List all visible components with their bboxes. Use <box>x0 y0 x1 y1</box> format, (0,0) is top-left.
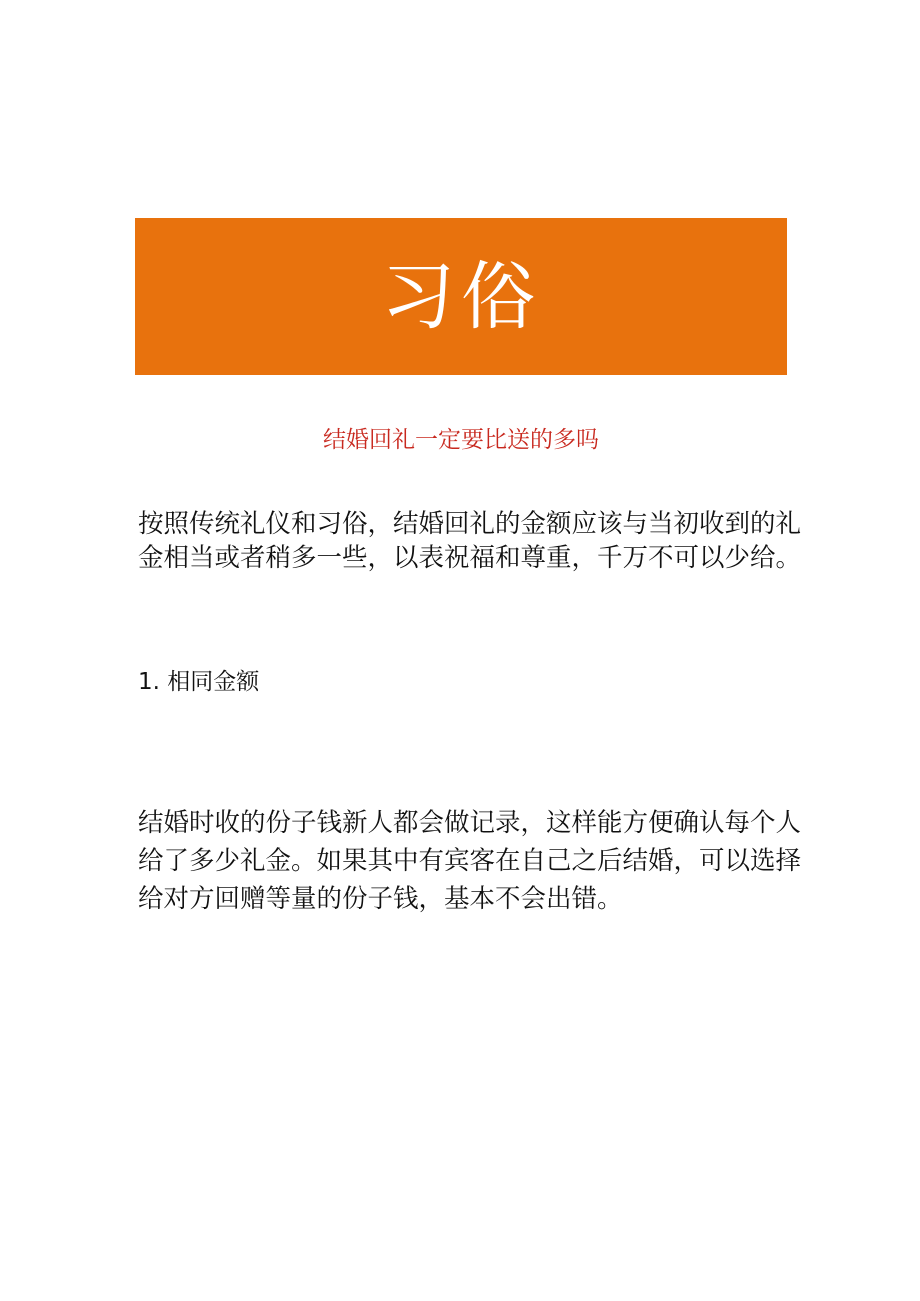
intro-paragraph <box>138 507 802 575</box>
intro-line: 金相当或者稍多一些，以表祝福和尊重，千万不可以少给。 <box>138 543 802 573</box>
body-line: 给了多少礼金。如果其中有宾客在自己之后结婚，可以选择 <box>138 846 802 876</box>
article-subtitle: 结婚回礼一定要比送的多吗 <box>323 427 599 453</box>
intro-line: 按照传统礼仪和习俗，结婚回礼的金额应该与当初收到的礼 <box>138 509 802 539</box>
title-banner <box>135 218 787 375</box>
section-body-paragraph <box>138 804 802 918</box>
body-line: 给对方回赠等量的份子钱，基本不会出错。 <box>138 884 623 914</box>
body-line: 结婚时收的份子钱新人都会做记录，这样能方便确认每个人 <box>138 808 802 838</box>
banner-title: 习俗 <box>381 253 541 340</box>
section-heading: 1. 相同金额 <box>138 669 260 695</box>
